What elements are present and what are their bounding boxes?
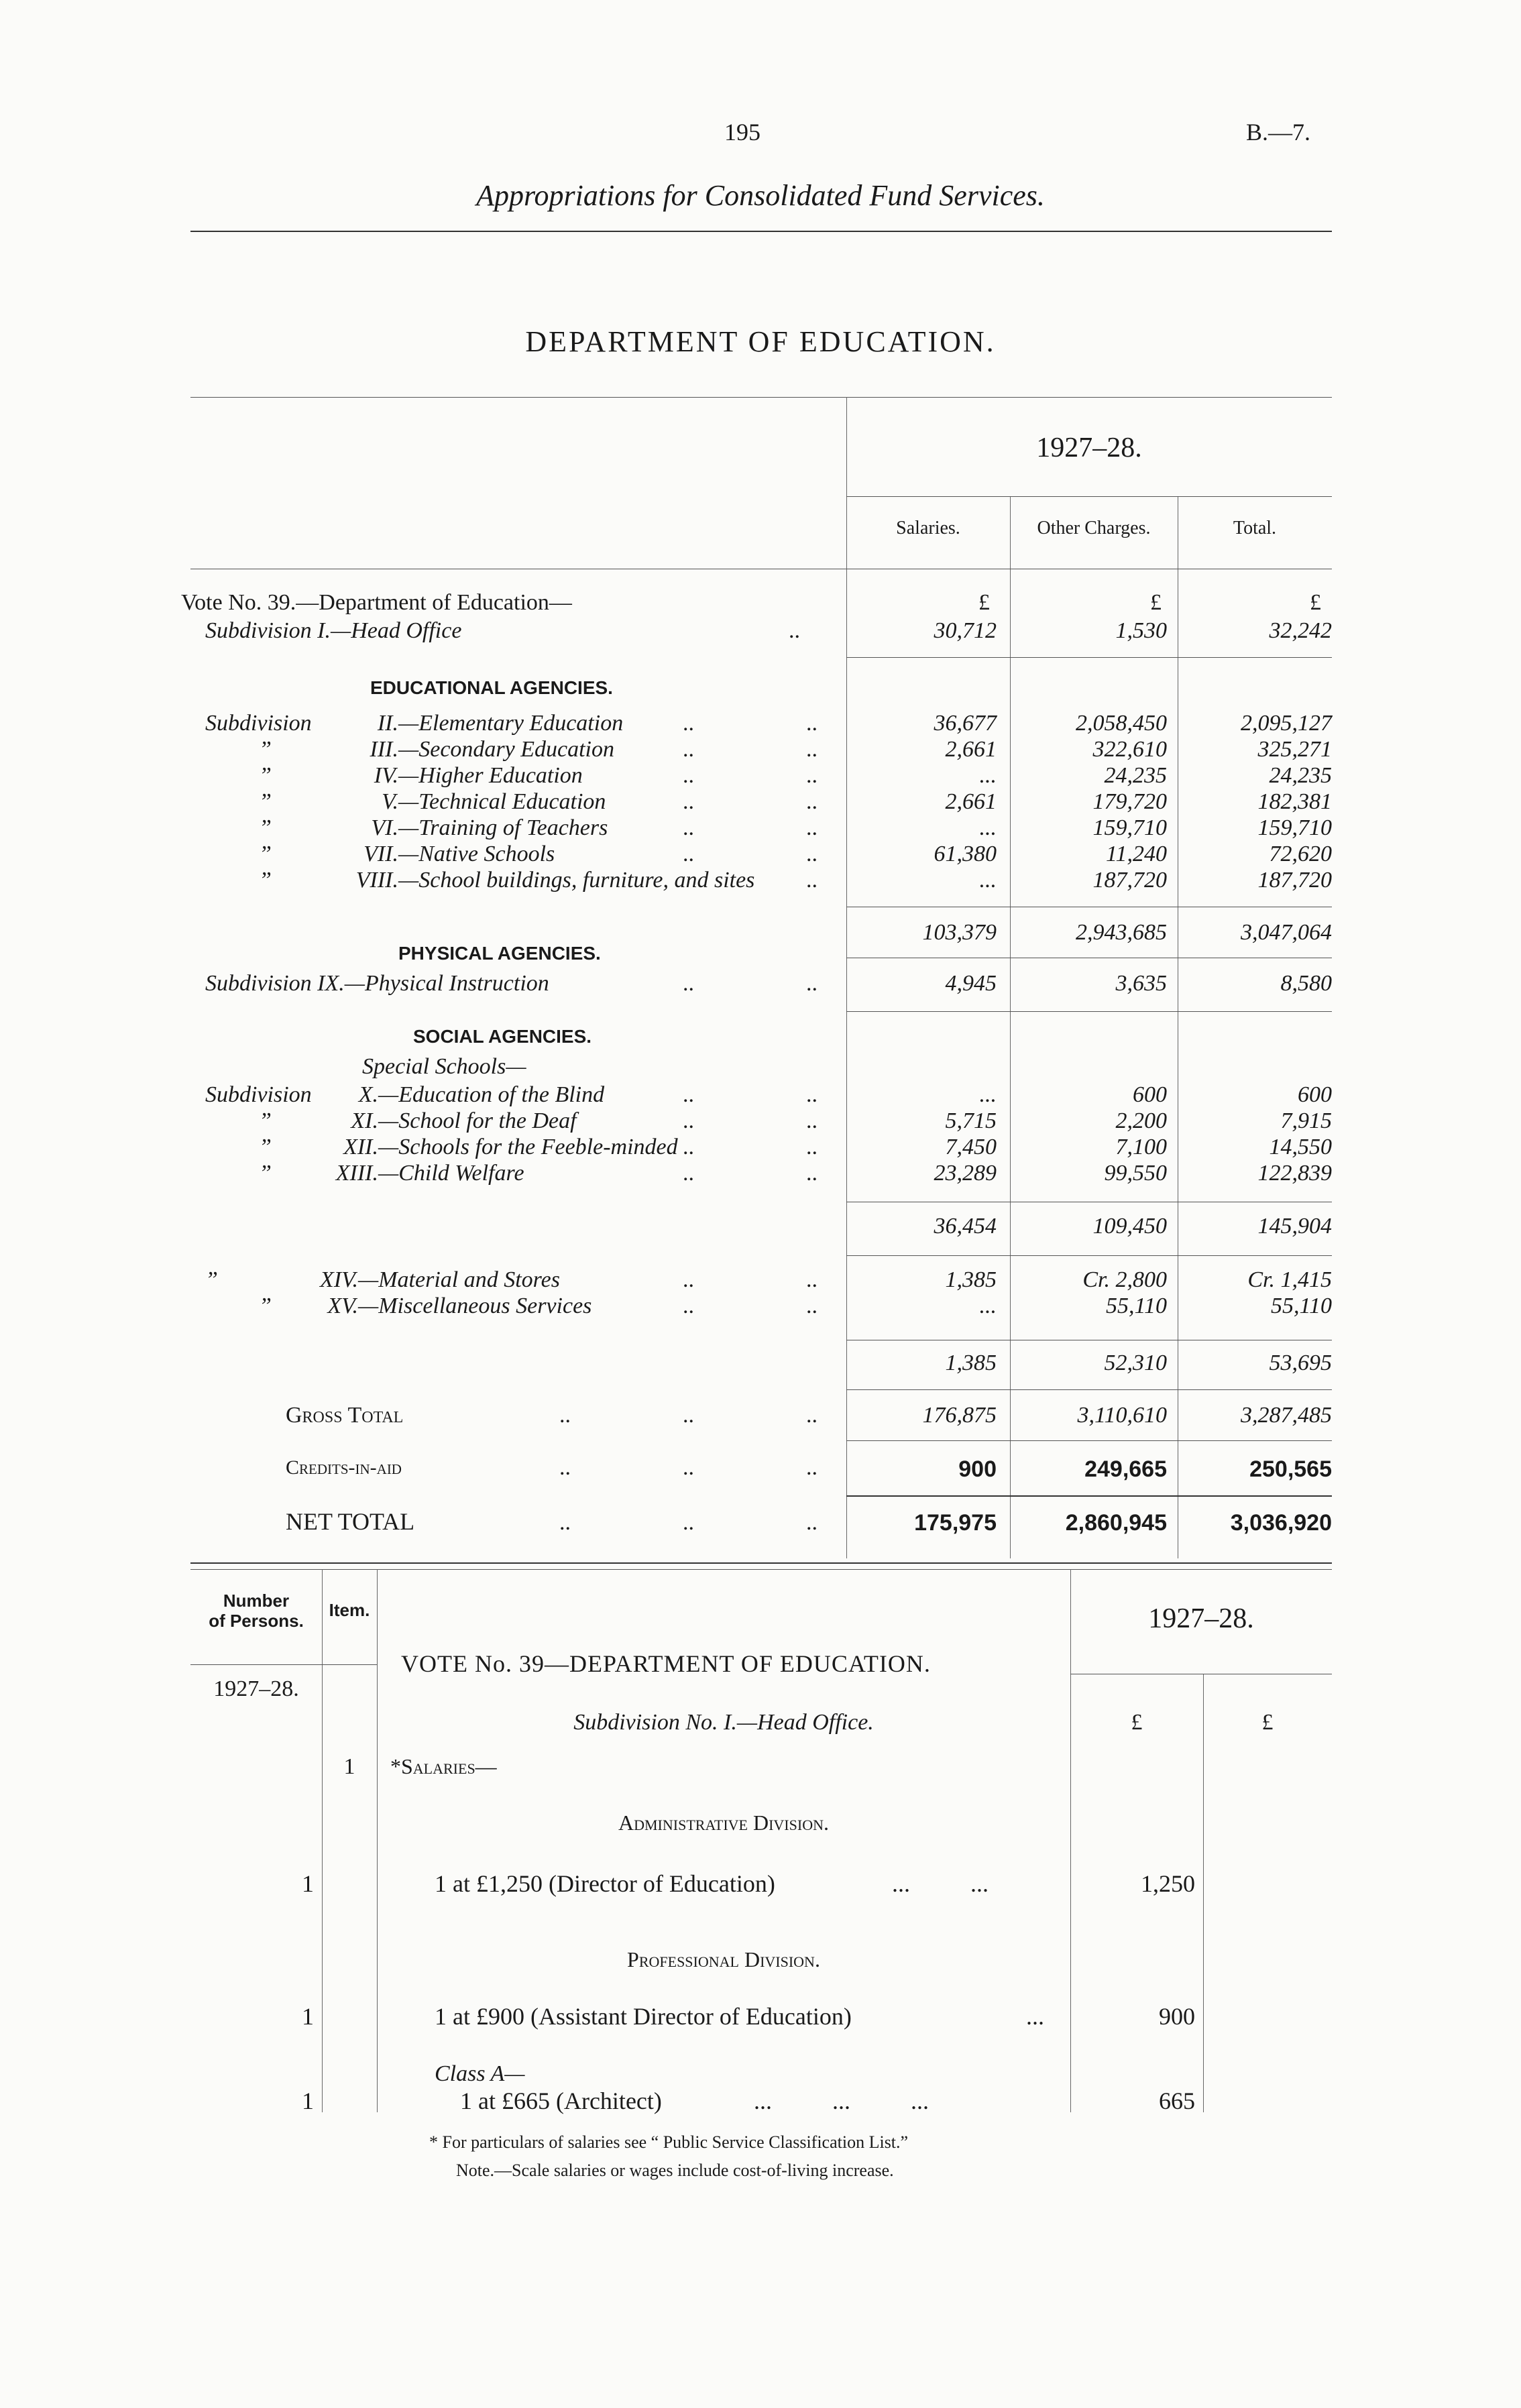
- row-roman: XIV.: [320, 1267, 358, 1292]
- gross-total-label: Gross Total: [286, 1403, 404, 1428]
- row-salaries: ...: [979, 1082, 997, 1107]
- row-prefix: Subdivision: [205, 1082, 312, 1107]
- leader: ..: [806, 1135, 818, 1159]
- row-other-charges: 600: [1133, 1082, 1167, 1107]
- col-persons-line1: Number: [223, 1591, 290, 1611]
- professional-division: Professional Division.: [627, 1947, 820, 1971]
- row-salaries: 7,450: [945, 1135, 997, 1159]
- col-salaries: Salaries.: [896, 518, 960, 538]
- summary-col-divider-1: [1010, 496, 1011, 1558]
- leader: ..: [683, 1455, 694, 1480]
- row-ditto: ”: [259, 1135, 272, 1159]
- director-text: 1 at £1,250 (Director of Education): [435, 1870, 775, 1897]
- educational-total-other: 2,943,685: [1076, 920, 1167, 945]
- leader: ..: [683, 1082, 694, 1107]
- row-salaries: 23,289: [934, 1161, 997, 1186]
- row-salaries: 36,677: [934, 711, 997, 736]
- leader: ..: [683, 1135, 694, 1159]
- row-other-charges: 24,235: [1104, 763, 1167, 788]
- credits-rule: [846, 1495, 1332, 1497]
- leader: ..: [683, 815, 694, 840]
- gross-total-salaries: 176,875: [922, 1403, 997, 1428]
- social-heading: SOCIAL AGENCIES.: [413, 1026, 592, 1047]
- row-name: —Elementary Education: [398, 711, 624, 736]
- assistant-amount: 900: [1159, 2003, 1195, 2030]
- row-ditto: ”: [259, 789, 272, 814]
- row-total: 14,550: [1269, 1135, 1332, 1159]
- social-total-salaries: 36,454: [934, 1214, 997, 1239]
- row-name: —Native Schools: [398, 842, 555, 866]
- row-other-charges: 2,058,450: [1076, 711, 1167, 736]
- estimates-year: 1927–28.: [1148, 1603, 1254, 1634]
- other-total-salaries: 1,385: [945, 1351, 997, 1375]
- leader: ..: [683, 971, 694, 996]
- row-name: —Secondary Education: [398, 737, 614, 762]
- row-roman: XIII.: [335, 1161, 378, 1186]
- estimates-divider-desc: [1070, 1569, 1071, 2112]
- row-roman: X.: [358, 1082, 378, 1107]
- row-salaries: 2,661: [945, 789, 997, 814]
- leader: ..: [683, 1161, 694, 1186]
- currency-other: £: [1150, 590, 1162, 615]
- row-name: —School buildings, furniture, and sites: [398, 868, 755, 893]
- row-other-charges: 159,710: [1092, 815, 1167, 840]
- leader: ..: [806, 1403, 818, 1428]
- gross-total-other: 3,110,610: [1077, 1403, 1167, 1428]
- row-other-charges: 55,110: [1106, 1294, 1167, 1318]
- estimates-divider-amount: [1203, 1674, 1204, 2112]
- row-total: Cr. 1,415: [1247, 1267, 1332, 1292]
- director-amount: 1,250: [1141, 1870, 1195, 1897]
- summary-top-rule: [190, 397, 1332, 398]
- summary-year-rule: [846, 496, 1332, 497]
- leader: ..: [789, 618, 800, 643]
- page-number: 195: [724, 119, 760, 146]
- summary-year: 1927–28.: [1036, 433, 1142, 463]
- leader: ..: [683, 737, 694, 762]
- col-persons-line2: of Persons.: [209, 1611, 304, 1631]
- row-total: 122,839: [1257, 1161, 1332, 1186]
- leader: ..: [806, 1267, 818, 1292]
- leader: ..: [806, 1510, 818, 1535]
- persons-header-rule: [190, 1664, 322, 1665]
- vote-line: Vote No. 39.—Department of Education—: [181, 590, 572, 615]
- leader: ..: [683, 1294, 694, 1318]
- row-prefix: ”: [205, 1267, 218, 1292]
- vote-title: VOTE No. 39—DEPARTMENT OF EDUCATION.: [401, 1650, 931, 1677]
- estimates-currency-1: £: [1131, 1710, 1143, 1735]
- row-other-charges: 179,720: [1092, 789, 1167, 814]
- leader: ..: [683, 1510, 694, 1535]
- row-name: —Schools for the Feeble-minded: [378, 1135, 678, 1159]
- leader: ..: [806, 737, 818, 762]
- architect-text: 1 at £665 (Architect): [460, 2087, 662, 2114]
- credits-total: 250,565: [1249, 1456, 1332, 1482]
- leader: ..: [806, 789, 818, 814]
- architect-amount: 665: [1159, 2087, 1195, 2114]
- administrative-division: Administrative Division.: [618, 1811, 829, 1835]
- row-other-charges: 187,720: [1092, 868, 1167, 893]
- head-office-salaries: 30,712: [934, 618, 997, 643]
- other-total-total: 53,695: [1269, 1351, 1332, 1375]
- leader: ..: [806, 842, 818, 866]
- persons-year: 1927–28.: [213, 1676, 299, 1701]
- leader: ..: [683, 1403, 694, 1428]
- row-roman: VII.: [363, 842, 398, 866]
- educational-total-total: 3,047,064: [1241, 920, 1332, 945]
- assistant-text: 1 at £900 (Assistant Director of Education): [435, 2003, 852, 2030]
- col-other-charges: Other Charges.: [1037, 518, 1151, 538]
- row-other-charges: 2,200: [1115, 1108, 1167, 1133]
- director-persons: 1: [302, 1870, 314, 1897]
- leader: ..: [683, 842, 694, 866]
- architect-leader: ... ... ...: [754, 2087, 929, 2114]
- row-roman: III.: [370, 737, 398, 762]
- leader: ..: [806, 815, 818, 840]
- row-name: —Training of Teachers: [398, 815, 608, 840]
- leader: ..: [806, 711, 818, 736]
- physical-label: Subdivision IX.—Physical Instruction: [205, 971, 549, 996]
- row-ditto: ”: [259, 1294, 272, 1318]
- row-ditto: ”: [259, 763, 272, 788]
- row-other-charges: Cr. 2,800: [1082, 1267, 1167, 1292]
- leader: ..: [806, 1082, 818, 1107]
- net-total-other: 2,860,945: [1065, 1510, 1167, 1536]
- row-roman: II.: [377, 711, 398, 736]
- row-roman: XV.: [327, 1294, 358, 1318]
- row-name: —Technical Education: [398, 789, 606, 814]
- subdivision-title: Subdivision No. I.—Head Office.: [573, 1710, 874, 1735]
- row-total: 55,110: [1271, 1294, 1332, 1318]
- currency-salaries: £: [978, 590, 990, 615]
- row-ditto: ”: [259, 1108, 272, 1133]
- row-salaries: ...: [979, 815, 997, 840]
- row-salaries: ...: [979, 1294, 997, 1318]
- leader: ..: [806, 763, 818, 788]
- leader: ..: [683, 789, 694, 814]
- item-number: 1: [343, 1754, 355, 1779]
- net-total-total: 3,036,920: [1230, 1510, 1332, 1536]
- social-total-other: 109,450: [1092, 1214, 1167, 1239]
- head-office-label: Subdivision I.—Head Office: [205, 618, 462, 643]
- gross-total-total: 3,287,485: [1241, 1403, 1332, 1428]
- leader: ..: [683, 1267, 694, 1292]
- row-roman: V.: [382, 789, 398, 814]
- other-rule-bottom: [846, 1389, 1332, 1390]
- gross-total-rule: [846, 1440, 1332, 1441]
- row-salaries: 2,661: [945, 737, 997, 762]
- net-total-salaries: 175,975: [914, 1510, 997, 1536]
- leader: ..: [683, 711, 694, 736]
- currency-total: £: [1310, 590, 1321, 615]
- estimates-top-rule: [190, 1562, 1332, 1564]
- row-name: —Education of the Blind: [378, 1082, 605, 1107]
- row-other-charges: 11,240: [1106, 842, 1167, 866]
- row-ditto: ”: [259, 815, 272, 840]
- educational-total-salaries: 103,379: [922, 920, 997, 945]
- row-total: 2,095,127: [1241, 711, 1332, 736]
- leader: ..: [683, 1108, 694, 1133]
- row-salaries: 1,385: [945, 1267, 997, 1292]
- col-total: Total.: [1233, 518, 1277, 538]
- credits-salaries: 900: [958, 1456, 997, 1482]
- row-roman: VI.: [371, 815, 398, 840]
- physical-rule: [846, 1011, 1332, 1012]
- leader: ..: [806, 1108, 818, 1133]
- physical-heading: PHYSICAL AGENCIES.: [398, 943, 601, 964]
- row-ditto: ”: [259, 737, 272, 762]
- estimates-top-rule-2: [190, 1569, 1332, 1570]
- social-rule-bottom: [846, 1255, 1332, 1256]
- row-total: 7,915: [1280, 1108, 1332, 1133]
- leader: ..: [559, 1455, 571, 1480]
- row-name: —School for the Deaf: [378, 1108, 577, 1133]
- header-rule: [190, 231, 1332, 232]
- row-roman: VIII.: [355, 868, 398, 893]
- head-office-rule: [846, 657, 1332, 658]
- row-name: —Higher Education: [398, 763, 583, 788]
- row-ditto: ”: [259, 868, 272, 893]
- row-ditto: ”: [259, 842, 272, 866]
- row-name: —Child Welfare: [378, 1161, 524, 1186]
- estimates-divider-persons: [322, 1569, 323, 2112]
- class-a-label: Class A—: [435, 2061, 525, 2086]
- physical-total: 8,580: [1280, 971, 1332, 996]
- row-prefix: Subdivision: [205, 711, 312, 736]
- row-salaries: ...: [979, 763, 997, 788]
- leader: ..: [806, 971, 818, 996]
- row-ditto: ”: [259, 1161, 272, 1186]
- leader: ..: [806, 1294, 818, 1318]
- leader: ..: [806, 1161, 818, 1186]
- document-reference: B.—7.: [1246, 119, 1311, 146]
- item-header-rule: [322, 1664, 377, 1665]
- running-title: Appropriations for Consolidated Fund Services.: [476, 179, 1045, 212]
- estimates-divider-item: [377, 1569, 378, 2112]
- row-name: —Material and Stores: [358, 1267, 560, 1292]
- salaries-label: *Salaries—: [390, 1754, 497, 1778]
- row-total: 159,710: [1257, 815, 1332, 840]
- row-roman: XI.: [351, 1108, 378, 1133]
- row-total: 182,381: [1257, 789, 1332, 814]
- estimates-currency-2: £: [1261, 1710, 1274, 1735]
- social-total-total: 145,904: [1257, 1214, 1332, 1239]
- head-office-total: 32,242: [1269, 618, 1332, 643]
- head-office-other: 1,530: [1115, 618, 1167, 643]
- row-salaries: ...: [979, 868, 997, 893]
- row-salaries: 61,380: [934, 842, 997, 866]
- row-total: 325,271: [1257, 737, 1332, 762]
- row-other-charges: 99,550: [1104, 1161, 1167, 1186]
- footnote-star: * For particulars of salaries see “ Public Service Classification List.”: [429, 2132, 909, 2152]
- row-other-charges: 322,610: [1092, 737, 1167, 762]
- department-title: DEPARTMENT OF EDUCATION.: [525, 325, 996, 358]
- leader: ..: [806, 868, 818, 893]
- leader: ..: [806, 1455, 818, 1480]
- credits-label: Credits-in-aid: [286, 1456, 402, 1479]
- row-total: 72,620: [1269, 842, 1332, 866]
- physical-other: 3,635: [1115, 971, 1167, 996]
- physical-salaries: 4,945: [945, 971, 997, 996]
- row-salaries: 5,715: [945, 1108, 997, 1133]
- educational-heading: EDUCATIONAL AGENCIES.: [370, 677, 613, 698]
- row-roman: IV.: [374, 763, 398, 788]
- row-total: 187,720: [1257, 868, 1332, 893]
- credits-other: 249,665: [1084, 1456, 1167, 1482]
- footnote-note: Note.—Scale salaries or wages include cost-of-living increase.: [456, 2161, 894, 2180]
- col-item: Item.: [329, 1600, 370, 1620]
- director-leader: ... ...: [892, 1870, 989, 1897]
- row-total: 600: [1298, 1082, 1332, 1107]
- row-name: —Miscellaneous Services: [358, 1294, 592, 1318]
- net-total-label: NET TOTAL: [286, 1508, 415, 1535]
- leader: ..: [683, 763, 694, 788]
- leader: ..: [559, 1403, 571, 1428]
- assistant-persons: 1: [302, 2003, 314, 2030]
- row-total: 24,235: [1269, 763, 1332, 788]
- special-schools-label: Special Schools—: [362, 1054, 526, 1079]
- row-roman: XII.: [343, 1135, 378, 1159]
- other-total-other: 52,310: [1104, 1351, 1167, 1375]
- leader: ..: [559, 1510, 571, 1535]
- assistant-leader: ...: [1026, 2003, 1044, 2030]
- architect-persons: 1: [302, 2087, 314, 2114]
- row-other-charges: 7,100: [1115, 1135, 1167, 1159]
